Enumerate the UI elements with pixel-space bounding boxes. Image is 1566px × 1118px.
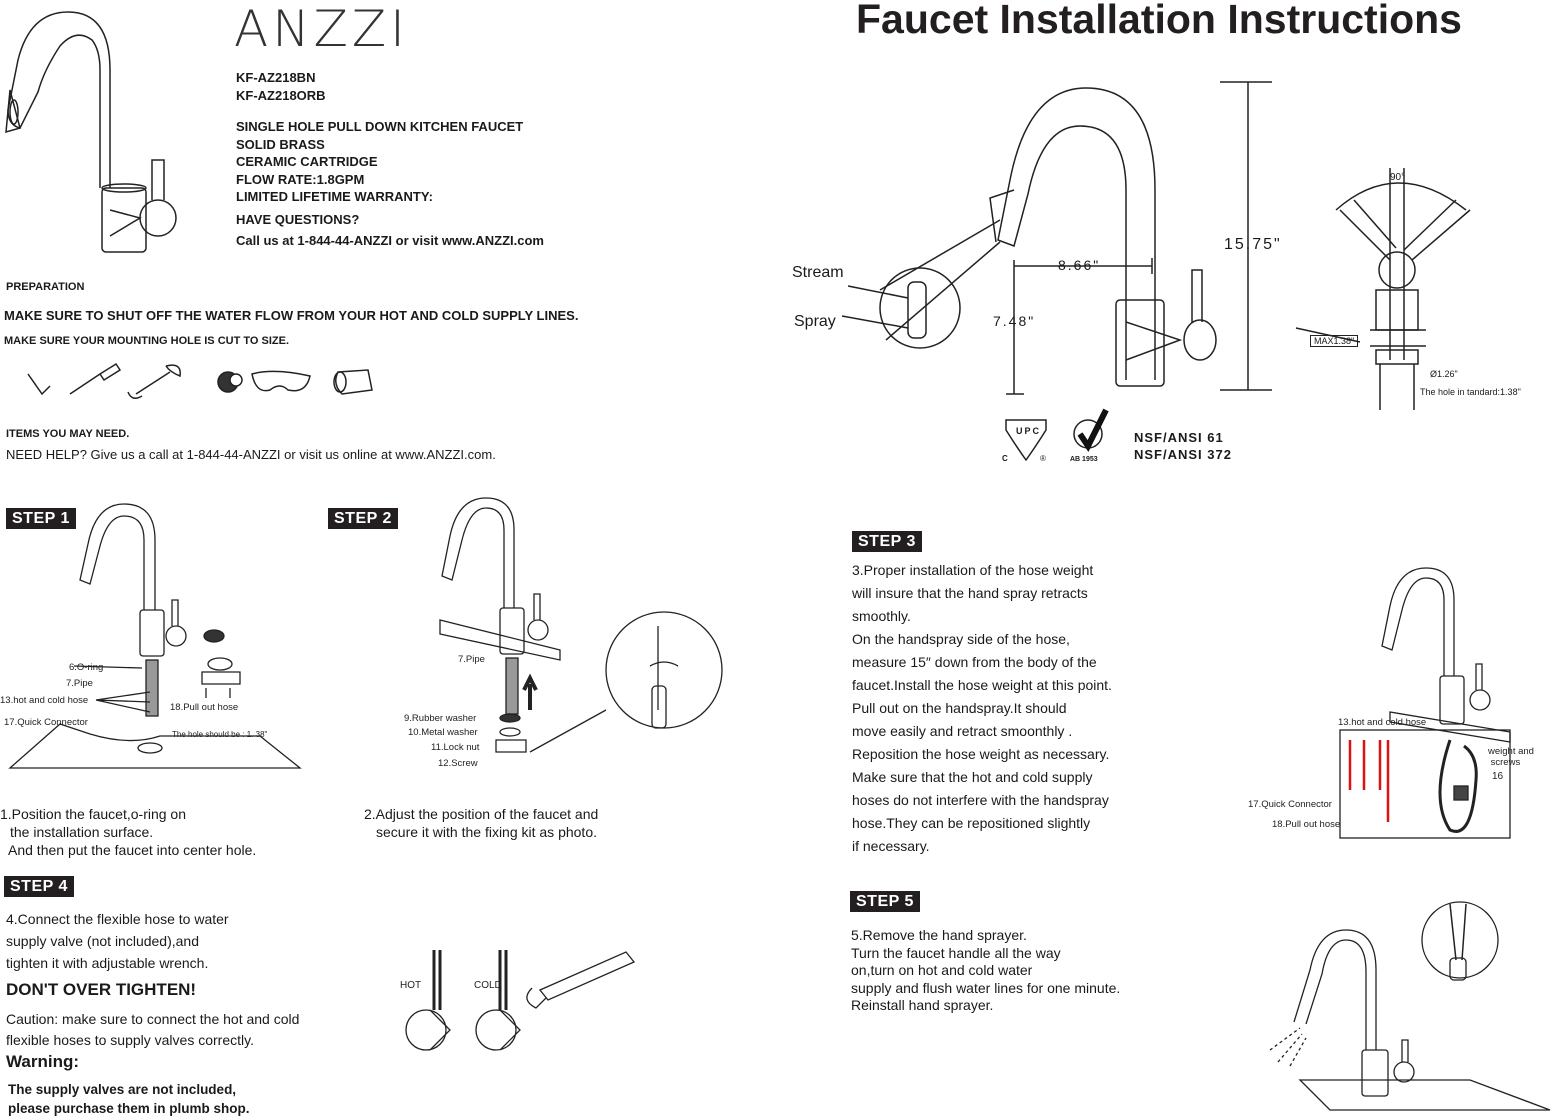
reach-dimension: 8.66"	[1058, 257, 1101, 273]
step-1-line: 1.Position the faucet,o-ring on	[0, 806, 187, 822]
step-1-line: the installation surface.	[10, 824, 154, 840]
step-3-badge: STEP 3	[852, 531, 922, 552]
step-3-line: Pull out on the handspray.It should	[852, 700, 1067, 716]
step-3-line: Make sure that the hot and cold supply	[852, 769, 1093, 785]
preparation-line-2: MAKE SURE YOUR MOUNTING HOLE IS CUT TO SIZE.	[4, 335, 290, 347]
step-2-badge: STEP 2	[328, 508, 398, 529]
step-2-text	[364, 805, 598, 841]
warning-heading: Warning:	[6, 1052, 80, 1071]
spray-label: Spray	[794, 313, 836, 330]
step-3-line: 3.Proper installation of the hose weight	[852, 562, 1094, 578]
step-3-line: faucet.Install the hose weight at this point.	[852, 677, 1112, 693]
max-deck-thickness: MAX1.38"	[1310, 335, 1358, 347]
hole-diameter: Ø1.26"	[1430, 369, 1458, 379]
ab1953-text: AB 1953	[1070, 456, 1098, 463]
page-title: Faucet Installation Instructions	[856, 0, 1462, 42]
upc-registered: ®	[1040, 454, 1046, 463]
step-3-line: move easily and retract smoonthly .	[852, 723, 1073, 739]
step-3-line: hoses do not interfere with the handspray	[852, 792, 1109, 808]
step-4-illustration	[390, 940, 640, 1060]
step-2-line: 2.Adjust the position of the faucet and	[364, 806, 599, 822]
rotation-angle: 90°	[1390, 172, 1406, 183]
warning-line: please purchase them in plumb shop.	[8, 1101, 250, 1116]
model-number: KF-AZ218BN	[236, 70, 316, 85]
label-hot-cold-hose: 13.hot and cold hose	[1338, 717, 1427, 728]
label-cold: COLD	[474, 980, 502, 991]
step-4-line: supply valve (not included),and	[6, 933, 200, 949]
step-5-line: Turn the faucet handle all the way	[851, 944, 1061, 961]
step-5-line: on,turn on hot and cold water	[851, 962, 1033, 978]
label-hot-cold-hose: 13.hot and cold hose	[0, 695, 89, 706]
step-1-line: And then put the faucet into center hole.	[8, 842, 257, 858]
nsf-61: NSF/ANSI 61	[1134, 430, 1224, 445]
step-4-badge: STEP 4	[4, 876, 74, 897]
caution-line: Caution: make sure to connect the hot and cold	[6, 1011, 300, 1027]
help-line: NEED HELP? Give us a call at 1-844-44-ANZZI or visit us online at www.ANZZI.com.	[6, 447, 496, 462]
preparation-heading: PREPARATION	[6, 281, 85, 293]
step-3-line: will insure that the hand spray retracts	[852, 585, 1088, 601]
upc-c: C	[1002, 454, 1008, 463]
label-quick-connector: 17.Quick Connector	[4, 717, 88, 728]
step-3-line: measure 15″ down from the body of the	[852, 654, 1097, 670]
step-4-caution	[6, 1009, 299, 1051]
questions-heading: HAVE QUESTIONS?	[236, 212, 360, 227]
nsf-372: NSF/ANSI 372	[1134, 447, 1232, 462]
step-5-line: 5.Remove the hand sprayer.	[851, 927, 1027, 943]
stream-label: Stream	[792, 264, 844, 281]
step-5-illustration	[1270, 900, 1560, 1110]
items-heading: ITEMS YOU MAY NEED.	[6, 428, 130, 440]
label-pull-out-hose: 18.Pull out hose	[170, 702, 239, 713]
total-height-dimension: 15.75"	[1224, 236, 1282, 253]
label-quick-connector: 17.Quick Connector	[1248, 799, 1332, 810]
label-oring: 6.O-ring	[69, 662, 104, 673]
step-5-line: Reinstall hand sprayer.	[851, 997, 994, 1013]
label-screw: 12.Screw	[438, 758, 478, 769]
step-5-badge: STEP 5	[850, 891, 920, 912]
spec-item: CERAMIC CARTRIDGE	[236, 154, 378, 169]
step-1-text	[0, 805, 256, 859]
label-hole-size: The hole should be : 1. 38"	[172, 730, 268, 739]
spec-item: FLOW RATE:1.8GPM	[236, 171, 365, 187]
label-16: 16	[1492, 771, 1504, 782]
dont-over-tighten: DON'T OVER TIGHTEN!	[6, 980, 197, 999]
step-3-text	[852, 559, 1112, 858]
tools-illustration	[20, 360, 390, 410]
model-list	[236, 69, 326, 104]
model-number: KF-AZ218ORB	[236, 87, 326, 103]
spec-list	[236, 118, 523, 206]
label-rubber-washer: 9.Rubber washer	[404, 713, 477, 724]
warning-line: The supply valves are not included,	[8, 1082, 237, 1097]
ab1953-cert-icon	[1070, 408, 1120, 458]
label-weight-screws: weight and screws	[1488, 746, 1534, 768]
label-hot: HOT	[400, 980, 422, 991]
step-3-line: On the handspray side of the hose,	[852, 631, 1070, 647]
step-1-illustration	[0, 500, 300, 790]
warning-text	[8, 1080, 250, 1118]
upc-text: UPC	[1016, 426, 1042, 436]
step-4-line: tighten it with adjustable wrench.	[6, 955, 209, 971]
label-pull-out-hose: 18.Pull out hose	[1272, 819, 1341, 830]
brand-logo: ANZZI	[234, 0, 409, 58]
preparation-line-1: MAKE SURE TO SHUT OFF THE WATER FLOW FROM YOUR HOT AND COLD SUPPLY LINES.	[4, 308, 579, 323]
hole-standard: The hole in tandard:1.38"	[1420, 387, 1521, 397]
step-3-line: Reposition the hose weight as necessary.	[852, 746, 1110, 762]
caution-line: flexible hoses to supply valves correctly.	[6, 1032, 254, 1048]
label-lock-nut: 11.Lock nut	[431, 742, 480, 753]
step-3-line: hose.They can be repositioned slightly	[852, 815, 1091, 831]
step-5-text	[851, 927, 1120, 1015]
step-3-line: smoothly.	[852, 608, 911, 624]
dimension-diagram	[780, 60, 1560, 480]
label-metal-washer: 10.Metal washer	[408, 727, 478, 738]
label-pipe: 7.Pipe	[458, 654, 485, 665]
step-3-line: if necessary.	[852, 838, 930, 854]
faucet-illustration	[0, 0, 190, 260]
spec-item: LIMITED LIFETIME WARRANTY:	[236, 189, 433, 204]
step-5-line: supply and flush water lines for one minute.	[851, 979, 1121, 996]
spout-height-dimension: 7.48"	[993, 313, 1036, 329]
step-4-text	[6, 908, 229, 974]
contact-line: Call us at 1-844-44-ANZZI or visit www.ANZZI.com	[236, 233, 544, 248]
label-pipe: 7.Pipe	[66, 678, 93, 689]
step-2-line: secure it with the fixing kit as photo.	[376, 824, 597, 840]
spec-item: SINGLE HOLE PULL DOWN KITCHEN FAUCET	[236, 119, 524, 134]
step-4-line: 4.Connect the flexible hose to water	[6, 911, 229, 927]
spec-item: SOLID BRASS	[236, 136, 325, 152]
step-1-badge: STEP 1	[6, 508, 76, 529]
